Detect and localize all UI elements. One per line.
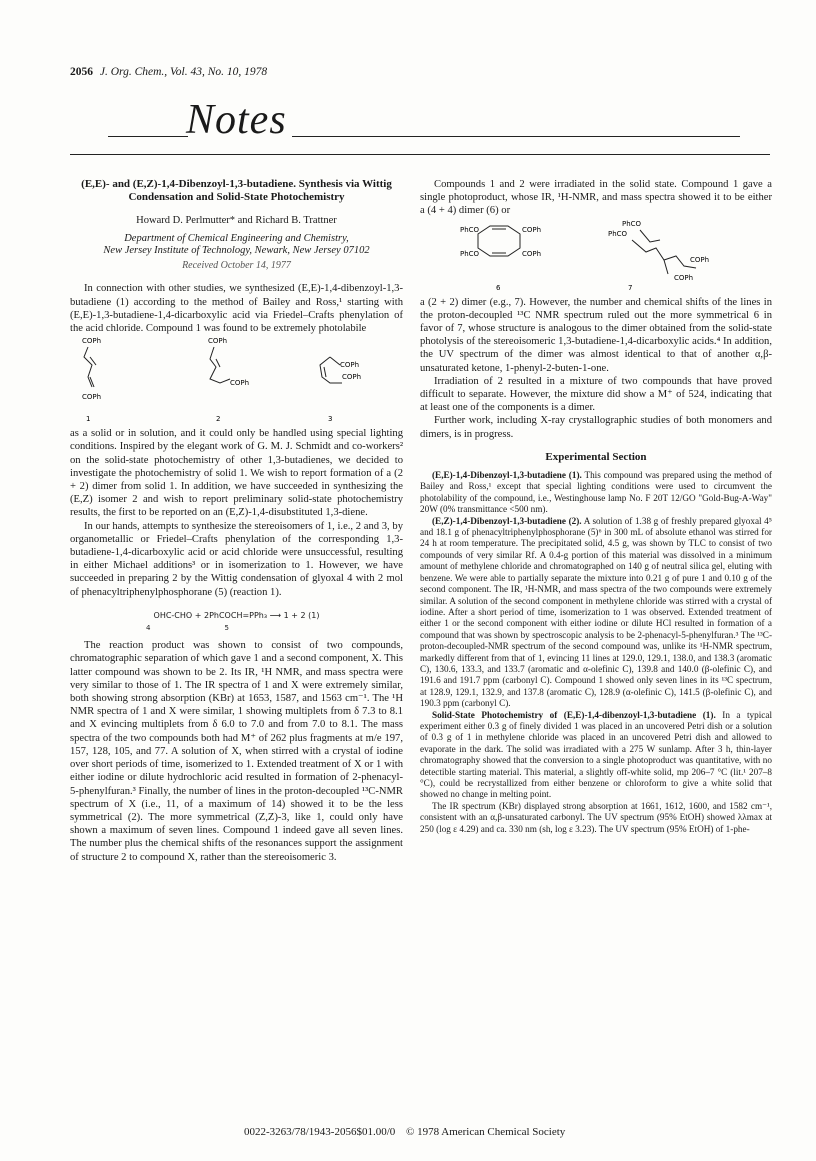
- struct-label: COPh: [230, 379, 250, 388]
- article-title: (E,E)- and (E,Z)-1,4-Dibenzoyl-1,3-butadiene. Synthesis via Wittig Condensation and Solid-State Photochemistry: [81, 178, 392, 203]
- affiliation-line-1: Department of Chemical Engineering and Chemistry,: [124, 233, 349, 245]
- struct-label: COPh: [82, 393, 102, 402]
- struct-label: COPh: [82, 337, 102, 346]
- running-header: [70, 66, 267, 78]
- page-footer: [244, 1126, 573, 1138]
- struct-label: COPh: [340, 361, 360, 370]
- paragraph: In our hands, attempts to synthesize the stereoisomers of 1, i.e., 2 and 3, by organometallic or Friedel–Crafts phenylation of the corresponding 1,3-butadiene-1,4-dicarboxylic acid or acid chloride were unsuccessful, resulting in either Michael additions³ or in isomerization to 1. However, we have succeeded in preparing 2 by the Wittig condensation of glyoxal 4 with 2 mol of phenacyltriphenylphosphorane (5) (reaction 1).: [70, 520, 403, 598]
- paragraph: Compounds 1 and 2 were irradiated in the solid state. Compound 1 gave a single photoproduct, whose IR, ¹H-NMR, and mass spectra showed it to be either a (4 + 4) dimer (6) or: [420, 179, 772, 217]
- page-number: 2056: [70, 66, 93, 78]
- struct-number: 6: [496, 283, 501, 292]
- paragraph: a (2 + 2) dimer (e.g., 7). However, the number and chemical shifts of the lines in the proton-decoupled ¹³C NMR spectrum ruled out the more symmetrical 6 in favor of 7, whose structure is analogous to the dimer obtained from the solid-state photolysis of the stereoisomeric 1,3-butadiene-1,4-dicarboxylic acids.⁴ In addition, the UV spectrum of the dimer was almost identical to that of another α,β-unsaturated ketone, 1-phenyl-2-buten-1-one.: [420, 296, 772, 374]
- reaction-label: 4: [146, 624, 151, 633]
- struct-label: COPh: [208, 337, 228, 346]
- structure-figure: [420, 218, 772, 296]
- section-title: Notes: [186, 97, 287, 143]
- struct-label: PhCO: [608, 229, 628, 238]
- run-in-heading: Solid-State Photochemistry of (E,E)-1,4-dibenzoyl-1,3-butadiene (1).: [432, 709, 716, 720]
- title-rule-left: [108, 136, 188, 137]
- paragraph: This compound was prepared using the method of Bailey and Ross,¹ except that special lighting conditions were used to circumvent the photolability of the compound, i.e., Westinghouse lamp No. F 20T 12/GO "Gold-Bug-A-Way" 20W (0% transmittance <500 nm).: [420, 470, 772, 515]
- run-in-heading: (E,Z)-1,4-Dibenzoyl-1,3-butadiene (2).: [432, 515, 582, 526]
- paragraph: In a typical experiment either 0.3 g of finely divided 1 was placed in an uncovered Petri dish or a solution of 0.3 g of 1 in methylene chloride was placed in an uncovered Petri dish and allowed to evaporate in the dark. The solid was irradiated with a 275 W sunlamp. After 3 h, thin-layer chromatography showed that the conversion to a single photoproduct was quantitative, with no detectible starting material. This material, a slightly off-white solid, mp 206–7 °C (lit.¹ 207–8 °C), could be recrystallized from either benzene or chloroform to give a white solid that showed no change in melting point.: [420, 709, 773, 800]
- paragraph: as a solid or in solution, and it could only be handled using special lighting conditions. Inspired by the elegant work of G. M. J. Schmidt and co-workers² on the solid-state photochemistry of other 1,3-butadienes, we decided to investigate the photochemistry of solid 1. We wish to report formation of a (2 + 2) dimer from solid 1. In addition, we have succeeded in synthesizing the (E,Z) isomer 2 and wish to report preliminary solid-state photochemistry results, the first to be reported on an (E,Z)-1,4-disubstituted 1,3-diene.: [70, 428, 403, 519]
- paragraph: A solution of 1.38 g of freshly prepared glyoxal 4⁵ and 18.1 g of phenacyltriphenylphosphorane (5)⁶ in 300 mL of absolute ethanol was stirred for 24 h at room temperature. The precipitated solid, 4.5 g, was shown by TLC to consist of two compounds of very similar Rf. A 0.4-g portion of this material was dissolved in a minimum amount of methylene chloride and chromatographed on 140 g of neutral silica gel, eluting with benzene. We were able to partially separate the mixture into 0.21 g of pure 1 and 0.10 g of the second component. The IR, ¹H-NMR, and mass spectra of the two compounds were extremely similar. A solution of the second component in methylene chloride was stirred with a crystal of iodine. After a short period of time, isomerization to 1 was observed. Extended treatment of either 1 or the second component with either iodine or dilute HCl resulted in formation of a compound that was shown by spectroscopic analysis to be 2-phenacyl-5-phenylfuran.³ The ¹³C-proton-decoupled-NMR spectrum of the second compound was, unlike its ¹H-NMR spectrum, markedly different from that of 1, evincing 11 lines at 129.0, 129.1, 138.0, and 138.3 (aromatic C), 130.6, 133.3, and 133.7 (aromatic and α-olefinic C), 139.8 and 140.0 (β-olefinic C), and 191.6 and 191.7 ppm (carbonyl C). Compound 1 showed only seven lines in its ¹³C spectrum, at 128.9, 129.1, 132.9, and 137.8 (aromatic C), 128.9 (α-olefinic C), 141.5 (β-olefinic C), and 190.3 ppm (carbonyl C).: [420, 515, 772, 709]
- paragraph: In connection with other studies, we synthesized (E,E)-1,4-dibenzoyl-1,3-butadiene (1) according to the method of Bailey and Ross,¹ starting with (E,E)-1,3-butadiene-1,4-dicarboxylic acid via Friedel–Crafts phenylation of the acid chloride. Compound 1 was found to be extremely photolabile: [70, 283, 403, 335]
- reaction-label: 5: [224, 624, 229, 633]
- title-rule-right: [292, 136, 740, 137]
- right-column: [420, 178, 772, 835]
- header-divider: [70, 154, 770, 155]
- received-date: Received October 14, 1977: [182, 260, 291, 272]
- left-column: [70, 178, 403, 864]
- paragraph: Irradiation of 2 resulted in a mixture of two compounds that have proved difficult to separate. However, the mixture did show a M⁺ of 524, indicating that at least one of the components is a dimer.: [420, 375, 772, 414]
- struct-label: PhCO: [622, 219, 642, 228]
- struct-number: 2: [216, 415, 221, 424]
- paragraph: The IR spectrum (KBr) displayed strong absorption at 1661, 1612, 1600, and 1582 cm⁻¹, consistent with an α,β-unsaturated carbonyl. The UV spectrum (95% EtOH) showed λλmax at 250 (log ε 4.29) and ca. 330 nm (sh, log ε 3.23). The UV spectrum (95% EtOH) of 1-phe-: [420, 800, 772, 834]
- experimental-text: [420, 470, 772, 835]
- experimental-section-heading: Experimental Section: [545, 450, 647, 463]
- reaction-scheme: [70, 609, 403, 635]
- struct-number: 1: [86, 415, 91, 424]
- authors: Howard D. Perlmutter* and Richard B. Trattner: [136, 215, 337, 226]
- struct-label: COPh: [342, 373, 362, 382]
- struct-label: COPh: [674, 273, 694, 282]
- paragraph: The reaction product was shown to consist of two compounds, chromatographic separation of which gave 1 and a second component, X. This latter compound was shown to be 2. Its IR, ¹H NMR, and mass spectra were very similar to those of 1. The IR spectra of 1 and X were extremely similar, both showing strong absorption (KBr) at 1653, 1587, and 1563 cm⁻¹. The ¹H NMR spectra of 1 and X were similar, 1 showing multiplets from δ 7.3 to 8.1 and X evincing multiplets from δ 6.0 to 7.0 and from 7.0 to 8.1. The mass spectra of the two compounds both had M⁺ of 262 plus fragments at m/e 197, 157, 128, 105, and 77. A solution of X, when stirred with a crystal of iodine over short periods of time, isomerized to 1. Extended treatment of X or 1 with either iodine or dilute hydrochloric acid resulted in formation of 2-phenacyl-5-phenylfuran.³ Finally, the number of lines in the proton-decoupled ¹³C-NMR spectrum of X (i.e., 11, of a maximum of 14) showed it to be the less symmetrical (2). The more symmetrical (Z,Z)-3, like 1, could only have shown a maximum of seven lines. Compound 1 indeed gave all seven lines. The number plus the chemical shifts of the resonances support the assignment of structure 2 to compound X, rather than the stereoisomeric 3.: [70, 640, 403, 863]
- struct-label: PhCO: [460, 225, 480, 234]
- structures-6-7: [420, 218, 772, 296]
- struct-number: 3: [328, 415, 333, 424]
- struct-label: PhCO: [460, 249, 480, 258]
- run-in-heading: (E,E)-1,4-Dibenzoyl-1,3-butadiene (1).: [432, 470, 582, 481]
- paragraph: Further work, including X-ray crystallographic studies of both monomers and dimers, is in progress.: [420, 415, 772, 440]
- journal-citation: J. Org. Chem., Vol. 43, No. 10, 1978: [99, 66, 268, 78]
- structures-1-2-3: [70, 335, 403, 427]
- struct-label: COPh: [690, 255, 710, 264]
- article-code: 0022-3263/78/1943-2056$01.00/0: [244, 1126, 396, 1138]
- structure-figure: [70, 335, 403, 427]
- affiliation: [70, 233, 403, 257]
- affiliation-line-2: New Jersey Institute of Technology, Newark, New Jersey 07102: [103, 245, 370, 257]
- copyright: © 1978 American Chemical Society: [406, 1126, 566, 1138]
- reaction-equation: OHC-CHO + 2PhCOCH=PPh₃ ⟶ 1 + 2 (1): [153, 610, 320, 620]
- struct-label: COPh: [522, 225, 542, 234]
- struct-label: COPh: [522, 249, 542, 258]
- struct-number: 7: [628, 283, 633, 292]
